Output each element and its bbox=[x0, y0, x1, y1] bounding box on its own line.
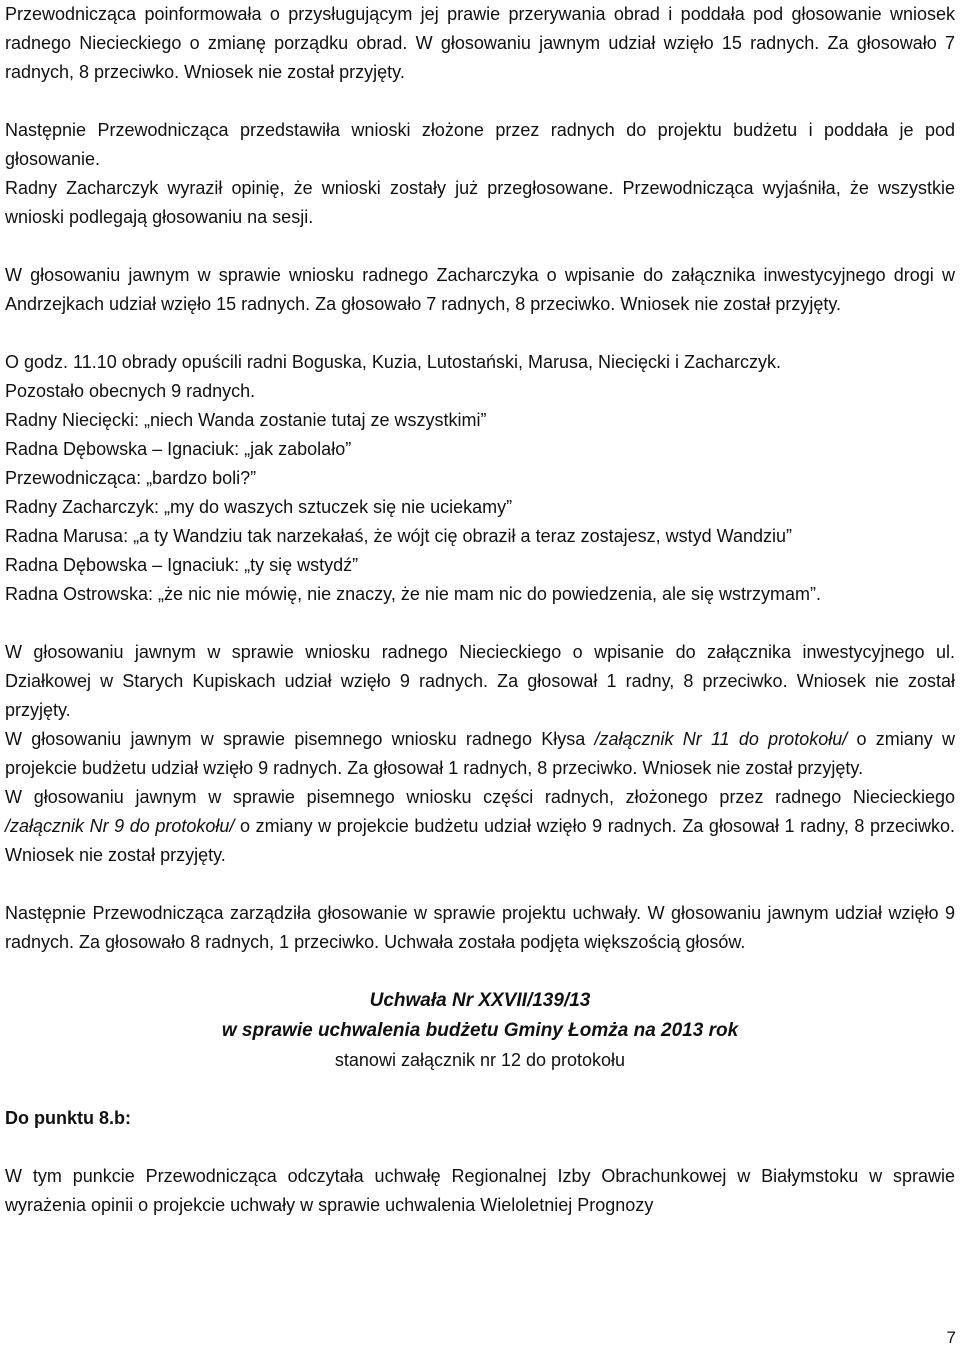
section-heading: Do punktu 8.b: bbox=[5, 1108, 131, 1128]
attachment-reference: /załącznik Nr 9 do protokołu/ bbox=[5, 816, 235, 836]
paragraph-vote-zacharczyk-motion: W głosowaniu jawnym w sprawie wniosku radnego Zacharczyka o wpisanie do załącznika inwestycyjnego drogi w Andrzejkach udział wzięło 15 radnych. Za głosowało 7 radnych, 8 przeciwko. Wniosek nie został przyjęty. bbox=[5, 265, 955, 314]
text-segment: o zmiany w projekcie budżetu udział wzięło 9 radnych. Za głosował 1 radnych, 8 przeciwko. Wniosek nie został przyjęty. bbox=[5, 729, 955, 778]
spacer bbox=[5, 319, 955, 348]
page-number: 7 bbox=[946, 1328, 956, 1347]
dialog-line-zacharczyk: Radny Zacharczyk: „my do waszych sztuczek się nie uciekamy” bbox=[5, 497, 513, 517]
paragraph-vote-klys-motion bbox=[5, 725, 955, 783]
dialog-line-niecięcki: Radny Niecięcki: „niech Wanda zostanie tutaj ze wszystkimi” bbox=[5, 410, 487, 430]
dialog-line-marusa: Radna Marusa: „a ty Wandziu tak narzekałaś, że wójt cię obraził a teraz zostajesz, wstyd Wandziu” bbox=[5, 526, 792, 546]
paragraph-resolution-vote: Następnie Przewodnicząca zarządziła głosowanie w sprawie projektu uchwały. W głosowaniu jawnym udział wzięło 9 radnych. Za głosowało 8 radnych, 1 przeciwko. Uchwała została podjęta większością głosów. bbox=[5, 903, 955, 952]
text-segment: o zmiany w projekcie budżetu udział wzięło 9 radnych. Za głosował 1 radny, 8 przeciwko. Wniosek nie został przyjęty. bbox=[5, 816, 956, 865]
resolution-note: stanowi załącznik nr 12 do protokołu bbox=[334, 1050, 626, 1070]
paragraph-budget-motions: Następnie Przewodnicząca przedstawiła wnioski złożone przez radnych do projektu budżetu i poddała je pod głosowanie. bbox=[5, 120, 955, 169]
attachment-reference: /załącznik Nr 11 do protokołu/ bbox=[594, 729, 848, 749]
spacer bbox=[5, 1133, 955, 1162]
dialog-line-debowska-1: Radna Dębowska – Ignaciuk: „jak zabolało” bbox=[5, 439, 352, 459]
spacer bbox=[5, 609, 955, 638]
paragraph-rio-resolution: W tym punkcie Przewodnicząca odczytała uchwałę Regionalnej Izby Obrachunkowej w Białymstoku w sprawie wyrażenia opinii o projekcie uchwały w sprawie uchwalenia Wieloletniej Prognozy bbox=[5, 1166, 955, 1215]
text-segment: W głosowaniu jawnym w sprawie pisemnego wniosku radnego Kłysa bbox=[5, 729, 595, 749]
paragraph-motion-order-change: Przewodnicząca poinformowała o przysługującym jej prawie przerywania obrad i poddała pod głosowanie wniosek radnego Niecieckiego o zmianę porządku obrad. W głosowaniu jawnym udział wzięło 15 radnych. Za głosowało 7 radnych, 8 przeciwko. Wniosek nie został przyjęty. bbox=[5, 4, 955, 82]
spacer bbox=[5, 957, 955, 986]
resolution-subject: w sprawie uchwalenia budżetu Gminy Łomża na 2013 rok bbox=[221, 1020, 739, 1041]
spacer bbox=[5, 87, 955, 116]
paragraph-vote-group-motion bbox=[5, 783, 955, 870]
paragraph-vote-dzialkowa: W głosowaniu jawnym w sprawie wniosku radnego Niecieckiego o wpisanie do załącznika inwestycyjnego ul. Działkowej w Starych Kupiskach udział wzięło 9 radnych. Za głosował 1 radny, 8 przeciwko. Wniosek nie został przyjęty. bbox=[5, 642, 955, 720]
paragraph-zacharczyk-opinion: Radny Zacharczyk wyraził opinię, że wnioski zostały już przegłosowane. Przewodnicząca wyjaśniła, że wszystkie wnioski podlegają głosowaniu na sesji. bbox=[5, 178, 955, 227]
text-segment: W głosowaniu jawnym w sprawie pisemnego wniosku części radnych, złożonego przez radnego Niecieckiego bbox=[5, 787, 955, 807]
document-page bbox=[5, 0, 955, 1220]
resolution-title: Uchwała Nr XXVII/139/13 bbox=[369, 990, 591, 1011]
paragraph-councillors-left: O godz. 11.10 obrady opuścili radni Boguska, Kuzia, Lutostański, Marusa, Niecięcki i Zacharczyk. bbox=[5, 352, 782, 372]
dialog-line-chairwoman: Przewodnicząca: „bardzo boli?” bbox=[5, 468, 257, 488]
dialog-line-debowska-2: Radna Dębowska – Ignaciuk: „ty się wstydź” bbox=[5, 555, 359, 575]
spacer bbox=[5, 1075, 955, 1104]
spacer bbox=[5, 870, 955, 899]
dialog-line-ostrowska: Radna Ostrowska: „że nic nie mówię, nie znaczy, że nie mam nic do powiedzenia, ale się wstrzymam”. bbox=[5, 584, 821, 604]
paragraph-remaining-present: Pozostało obecnych 9 radnych. bbox=[5, 381, 256, 401]
spacer bbox=[5, 232, 955, 261]
